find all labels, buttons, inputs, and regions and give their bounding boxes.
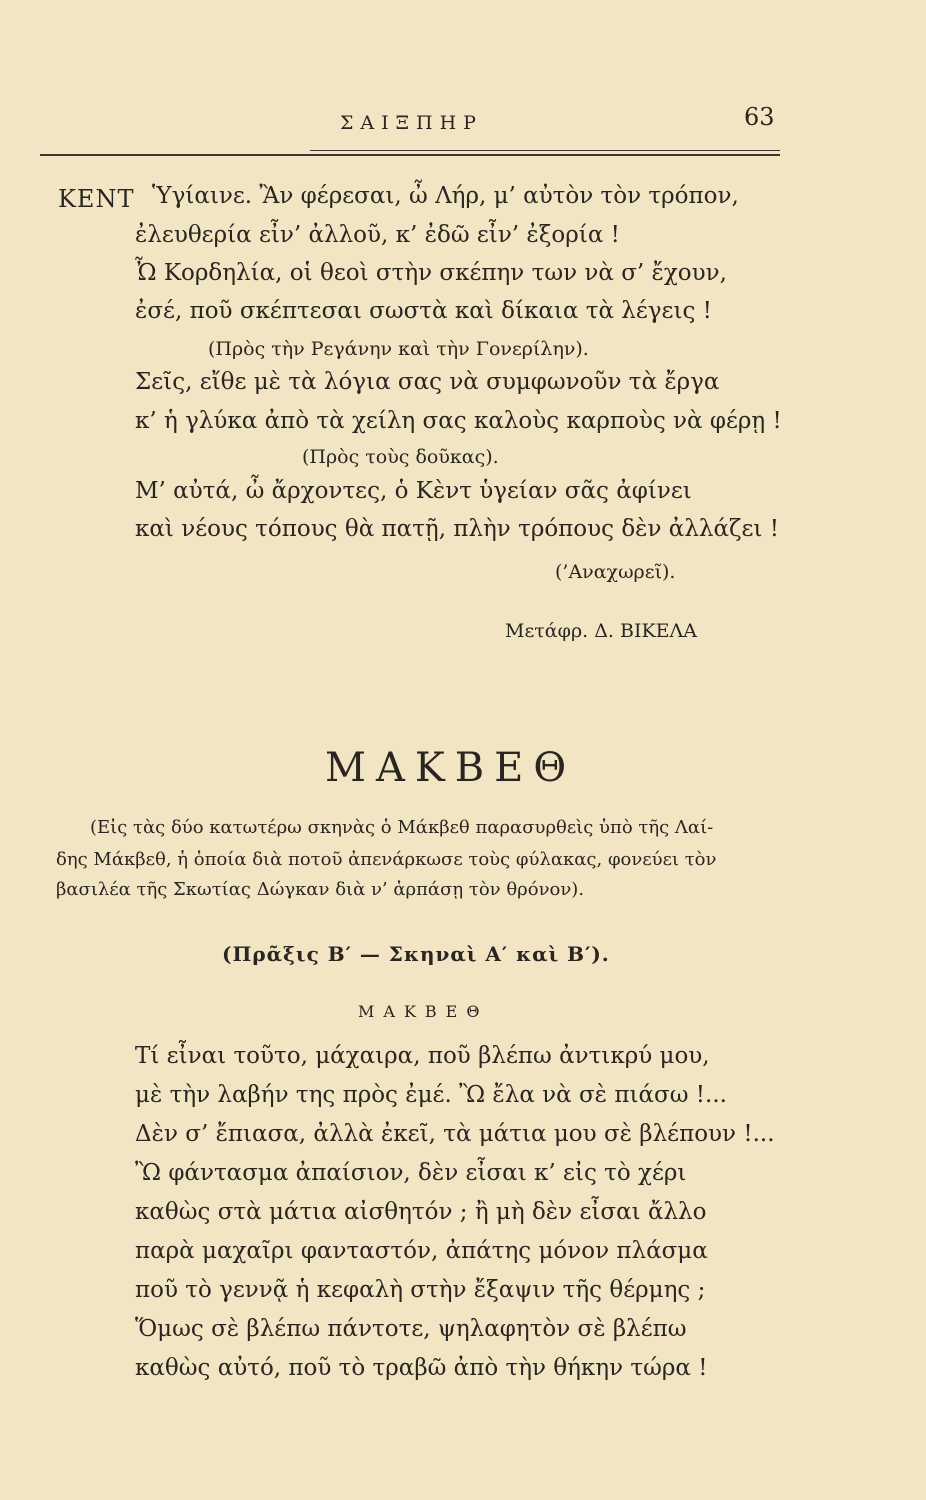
running-header: ΣΑΙΞΠΗΡ (340, 112, 483, 134)
header-rule (40, 154, 780, 156)
act-heading: (Πρᾶξις Β′ — Σκηναὶ Α′ καὶ Β′). (222, 942, 610, 966)
verse-line: Ὑγίαινε. Ἂν φέρεσαι, ὦ Λήρ, μ’ αὐτὸν τὸν τρόπον, (152, 183, 739, 209)
verse-line: Δὲν σ’ ἔπιασα, ἀλλὰ ἐκεῖ, τὰ μάτια μου σὲ βλέπουν !... (135, 1121, 775, 1147)
intro-line: δης Μάκβεθ, ἡ ὁποία διὰ ποτοῦ ἀπενάρκωσε τοὺς φύλακας, φονεύει τὸν (56, 849, 717, 870)
page-number: 63 (744, 103, 775, 131)
verse-line: Ὢ φάντασμα ἀπαίσιον, δὲν εἶσαι κ’ εἰς τὸ χέρι (135, 1160, 687, 1186)
speaker-macbeth: ΜΑΚΒΕΘ (358, 1002, 489, 1021)
verse-line: καὶ νέους τόπους θὰ πατῇ, πλὴν τρόπους δὲν ἀλλάζει ! (135, 516, 779, 542)
verse-line: Σεῖς, εἴθε μὲ τὰ λόγια σας νὰ συμφωνοῦν τὰ ἔργα (135, 369, 720, 395)
verse-line: μὲ τὴν λαβήν της πρὸς ἐμέ. Ὢ ἔλα νὰ σὲ πιάσω !... (135, 1082, 727, 1108)
verse-line: παρὰ μαχαῖρι φανταστόν, ἀπάτης μόνον πλάσμα (135, 1238, 708, 1264)
stage-direction: (Πρὸς τοὺς δοῦκας). (302, 446, 499, 468)
intro-line: βασιλέα τῆς Σκωτίας Δώγκαν διὰ ν’ ἁρπάσῃ τὸν θρόνον). (56, 879, 585, 900)
verse-line: ἐλευθερία εἶν’ ἀλλοῦ, κ’ ἐδῶ εἶν’ ἐξορία ! (135, 222, 620, 248)
verse-line: ἐσέ, ποῦ σκέπτεσαι σωστὰ καὶ δίκαια τὰ λέγεις ! (135, 298, 712, 324)
stage-direction: (’Αναχωρεῖ). (555, 561, 676, 583)
verse-line: Τί εἶναι τοῦτο, μάχαιρα, ποῦ βλέπω ἀντικρύ μου, (135, 1043, 710, 1069)
verse-line: καθὼς αὐτό, ποῦ τὸ τραβῶ ἀπὸ τὴν θήκην τώρα ! (135, 1355, 708, 1381)
header-rule-upper (310, 150, 780, 151)
translator-credit: Μετάφρ. Δ. ΒΙΚΕΛΑ (505, 620, 697, 642)
section-title: ΜΑΚΒΕΘ (325, 745, 577, 791)
verse-line: Ὅμως σὲ βλέπω πάντοτε, ψηλαφητὸν σὲ βλέπω (135, 1316, 687, 1342)
stage-direction: (Πρὸς τὴν Ρεγάνην καὶ τὴν Γονερίλην). (208, 338, 589, 360)
verse-line: Μ’ αὐτά, ὦ ἄρχοντες, ὁ Κὲντ ὑγείαν σᾶς ἀφίνει (135, 478, 692, 504)
verse-line: καθὼς στὰ μάτια αἰσθητόν ; ἢ μὴ δὲν εἶσαι ἄλλο (135, 1199, 707, 1225)
verse-line: Ὦ Κορδηλία, οἱ θεοὶ στὴν σκέπην των νὰ σ’ ἔχουν, (135, 260, 727, 286)
verse-line: ποῦ τὸ γεννᾷ ἡ κεφαλὴ στὴν ἔξαψιν τῆς θέρμης ; (135, 1277, 706, 1303)
verse-line: κ’ ἡ γλύκα ἀπὸ τὰ χείλη σας καλοὺς καρποὺς νὰ φέρῃ ! (135, 408, 782, 434)
speaker-kent: ΚΕΝΤ (58, 185, 135, 213)
intro-line: (Εἰς τὰς δύο κατωτέρω σκηνὰς ὁ Μάκβεθ παρασυρθεὶς ὑπὸ τῆς Λαί- (90, 817, 714, 838)
